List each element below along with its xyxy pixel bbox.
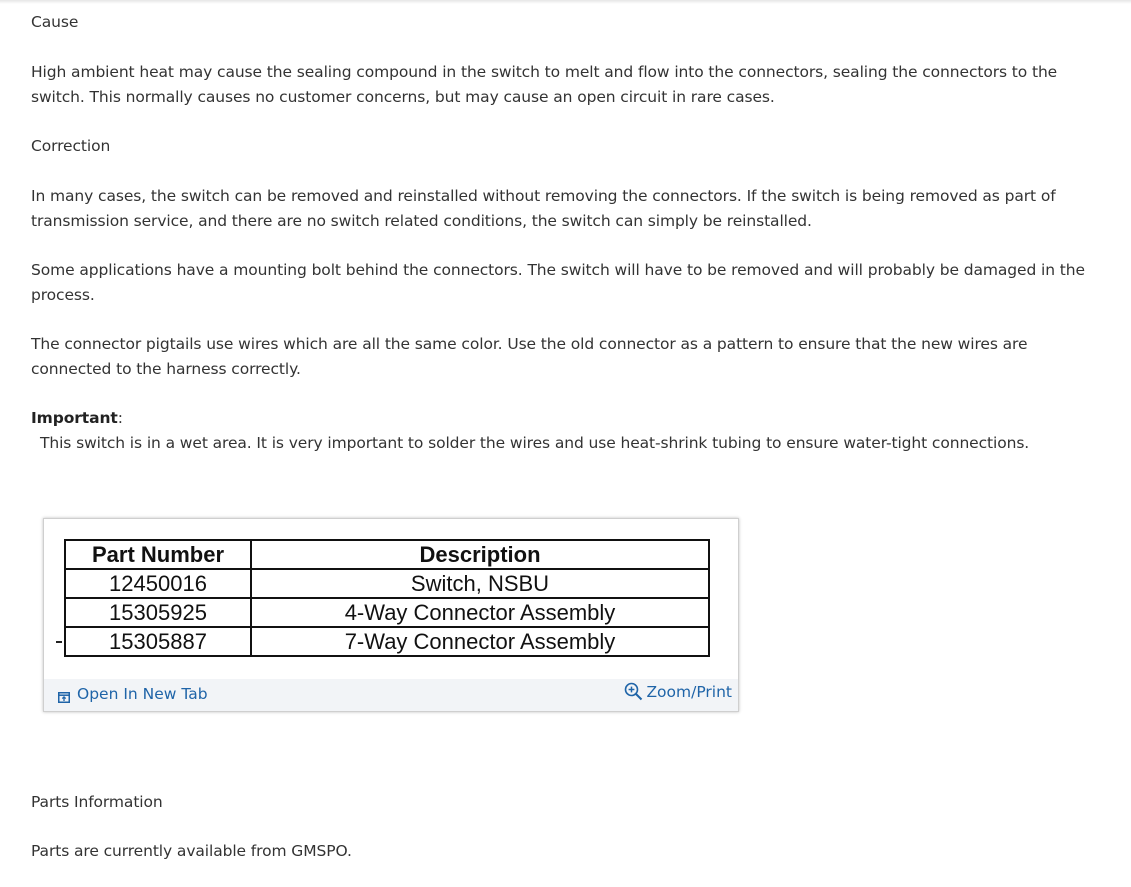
correction-paragraph-1: In many cases, the switch can be removed and reinstalled without removing the connectors. If the switch is being removed as part of transmission service, and there are no switch related conditions, the switch can simply be reinstalled.: [31, 187, 1056, 230]
open-in-new-tab-label: Open In New Tab: [77, 685, 208, 703]
part-number-cell: 15305925: [65, 598, 251, 627]
zoom-print-link[interactable]: [624, 682, 732, 701]
cause-heading: Cause: [31, 13, 79, 31]
important-colon: :: [117, 409, 123, 427]
open-in-new-tab-link[interactable]: [58, 685, 208, 703]
table-row: [65, 569, 709, 598]
table-header-row: [65, 540, 709, 569]
correction-heading: Correction: [31, 137, 111, 155]
correction-paragraph-3: The connector pigtails use wires which are all the same color. Use the old connector as a pattern to ensure that the new wires are connected to the harness correctly.: [31, 335, 1028, 378]
correction-paragraph-2: Some applications have a mounting bolt behind the connectors. The switch will have to be removed and will probably be damaged in the process.: [31, 261, 1085, 304]
zoom-print-label: Zoom/Print: [646, 682, 732, 701]
top-shadow: [0, 0, 1131, 4]
table-row: [65, 598, 709, 627]
scan-artifact: [56, 641, 62, 643]
parts-figure: [43, 518, 739, 712]
important-label-line: [31, 406, 1091, 431]
column-header-description: Description: [251, 540, 709, 569]
column-header-part-number: Part Number: [65, 540, 251, 569]
cause-text: High ambient heat may cause the sealing compound in the switch to melt and flow into the connectors, sealing the connectors to the switch. This normally causes no customer concerns, but may cause an open circuit in rare cases.: [31, 63, 1058, 106]
important-label: Important: [31, 409, 118, 427]
parts-table-image: [44, 519, 738, 679]
description-cell: Switch, NSBU: [251, 569, 709, 598]
part-number-cell: 12450016: [65, 569, 251, 598]
part-number-cell: 15305887: [65, 627, 251, 656]
parts-information-heading: Parts Information: [31, 793, 163, 811]
description-cell: 7-Way Connector Assembly: [251, 627, 709, 656]
important-text: This switch is in a wet area. It is very important to solder the wires and use heat-shrink tubing to ensure water-tight connections.: [40, 434, 1030, 452]
figure-footer: [44, 679, 738, 711]
parts-table: [64, 539, 710, 657]
zoom-in-icon: [624, 682, 643, 701]
parts-information-text: Parts are currently available from GMSPO.: [31, 842, 352, 860]
table-row: [65, 627, 709, 656]
open-in-new-tab-icon: [58, 689, 70, 700]
description-cell: 4-Way Connector Assembly: [251, 598, 709, 627]
